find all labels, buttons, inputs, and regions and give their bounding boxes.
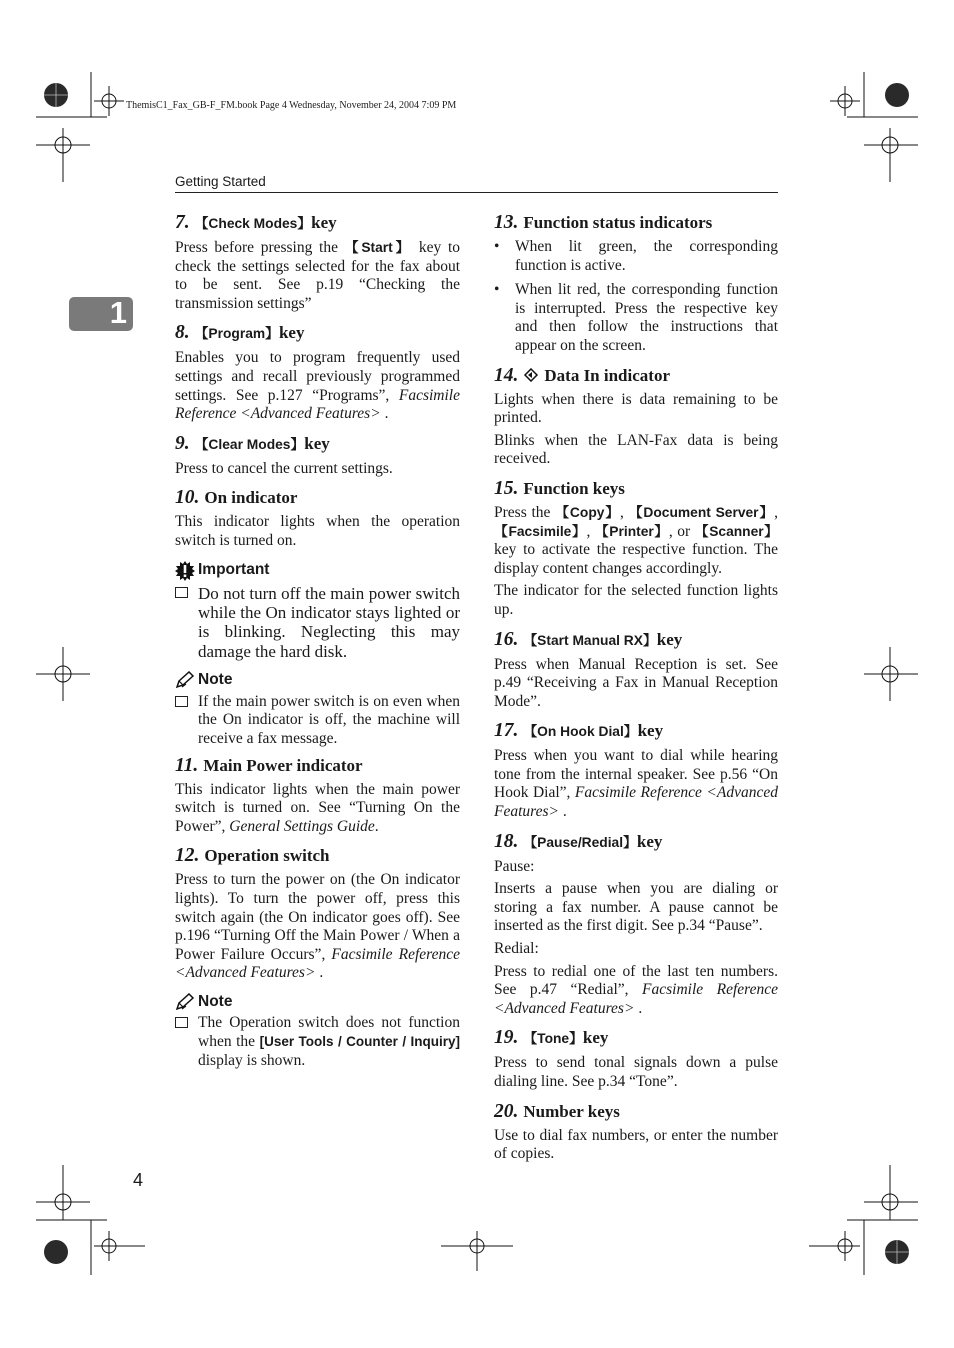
important-item: Do not turn off the main power switch while the On indicator stays lighted or is blinking. Neglecting this may damage the hard disk.	[175, 584, 460, 662]
section-18	[494, 831, 778, 1019]
pencil-icon	[175, 671, 195, 689]
bullet-item: • When lit red, the corresponding function is interrupted. Press the respective key and then follow the instructions that appear on the screen.	[494, 281, 778, 354]
section-body: Use to dial fax numbers, or enter the number of copies.	[494, 1126, 778, 1163]
section-heading: 9. 【Clear Modes】key	[175, 432, 330, 454]
note-item: The Operation switch does not function when the [User Tools / Counter / Inquiry] display is shown.	[175, 1014, 460, 1070]
section-body: Redial:	[494, 940, 539, 958]
section-heading: 11. Main Power indicator	[175, 754, 363, 776]
page-number: 4	[133, 1170, 144, 1190]
important-icon	[175, 561, 195, 581]
section-9	[175, 433, 460, 479]
section-19	[494, 1027, 778, 1091]
section-body: Pause:	[494, 857, 535, 875]
section-heading: 18. 【Pause/Redial】key	[494, 830, 663, 852]
book-info-line: ThemisC1_Fax_GB-F_FM.book Page 4 Wednesday, November 24, 2004 7:09 PM	[126, 100, 457, 111]
section-heading: 7. 【Check Modes】key	[175, 212, 337, 233]
section-body: This indicator lights when the main power switch is turned on. See “Turning On the Power”, General Settings Guide.	[175, 780, 460, 835]
note-box-2	[175, 993, 460, 1070]
note-label: Note	[198, 671, 233, 689]
note-item: If the main power switch is on even when the On indicator is off, the machine will receive a fax message.	[175, 693, 460, 749]
section-heading: 16. 【Start Manual RX】key	[494, 628, 683, 650]
bullet-item: • When lit green, the corresponding function is active.	[494, 238, 778, 274]
section-body: Blinks when the LAN-Fax data is being received.	[494, 431, 778, 468]
section-17	[494, 720, 778, 821]
section-15	[494, 478, 778, 620]
pencil-icon	[175, 993, 195, 1011]
chapter-number: 1	[109, 295, 127, 330]
section-body: Press before pressing the 【Start】 key to check the settings selected for the fax about to be sent. See p.19 “Checking the transmission settings”	[175, 239, 461, 312]
section-body: Press the 【Copy】, 【Document Server】, 【Facsimile】, 【Printer】, or 【Scanner】 key to activate the respective function. The display content changes accordingly.	[494, 503, 779, 577]
section-heading: 20. Number keys	[494, 1100, 620, 1122]
section-heading: 15. Function keys	[494, 477, 625, 499]
section-13	[494, 212, 778, 356]
checkbox-bullet-icon	[175, 696, 188, 707]
section-heading: 17. 【On Hook Dial】key	[494, 720, 664, 742]
section-body: Press to send tonal signals down a pulse dialing line. See p.34 “Tone”.	[494, 1054, 778, 1090]
section-12	[175, 845, 460, 983]
data-in-icon	[523, 368, 539, 382]
section-body: The indicator for the selected function lights up.	[494, 582, 778, 618]
section-11	[175, 755, 460, 837]
section-body: Enables you to program frequently used settings and recall previously programmed settings. See p.127 “Programs”, Facsimile Reference <Advanced Features> .	[175, 349, 460, 423]
section-body: This indicator lights when the operation switch is turned on.	[175, 513, 460, 549]
section-20	[494, 1101, 778, 1164]
section-body: Press to turn the power on (the On indicator lights). To turn the power off, press this switch again (the On indicator goes off). See p.196 “Turning Off the Main Power / When a Power Failure Occurs”, Facsimile Reference <Advanced Features> .	[175, 871, 460, 982]
section-16	[494, 629, 778, 712]
left-column	[175, 212, 460, 1074]
running-header: Getting Started	[175, 174, 266, 189]
important-box	[175, 561, 460, 662]
section-body: Inserts a pause when you are dialing or storing a fax number. A pause cannot be inserted as the first digit. See p.34 “Pause”.	[494, 880, 778, 935]
chapter-tab	[69, 297, 133, 331]
section-heading: 13. Function status indicators	[494, 212, 713, 233]
section-14	[494, 365, 778, 469]
section-heading: 14. Data In indicator	[494, 364, 670, 386]
section-body: Press when Manual Reception is set. See p.49 “Receiving a Fax in Manual Reception Mode”.	[494, 655, 778, 710]
section-body: Press to cancel the current settings.	[175, 459, 393, 477]
note-box-1	[175, 671, 460, 748]
checkbox-bullet-icon	[175, 1017, 188, 1028]
section-8	[175, 322, 460, 423]
section-heading: 8. 【Program】key	[175, 322, 305, 344]
section-heading: 19. 【Tone】key	[494, 1027, 609, 1049]
header-rule	[175, 192, 778, 193]
section-10	[175, 487, 460, 550]
note-label: Note	[198, 992, 233, 1010]
section-heading: 12. Operation switch	[175, 845, 330, 867]
checkbox-bullet-icon	[175, 587, 188, 598]
right-column	[494, 212, 778, 1173]
important-label: Important	[198, 561, 270, 579]
section-body: Press when you want to dial while hearing tone from the internal speaker. See p.56 “On Hook Dial”, Facsimile Reference <Advanced Features> .	[494, 747, 778, 821]
section-body: Lights when there is data remaining to be printed.	[494, 390, 778, 427]
section-7	[175, 212, 460, 313]
section-heading: 10. On indicator	[175, 487, 298, 509]
section-body: Press to redial one of the last ten numbers. See p.47 “Redial”, Facsimile Reference <Advanced Features> .	[494, 962, 778, 1017]
